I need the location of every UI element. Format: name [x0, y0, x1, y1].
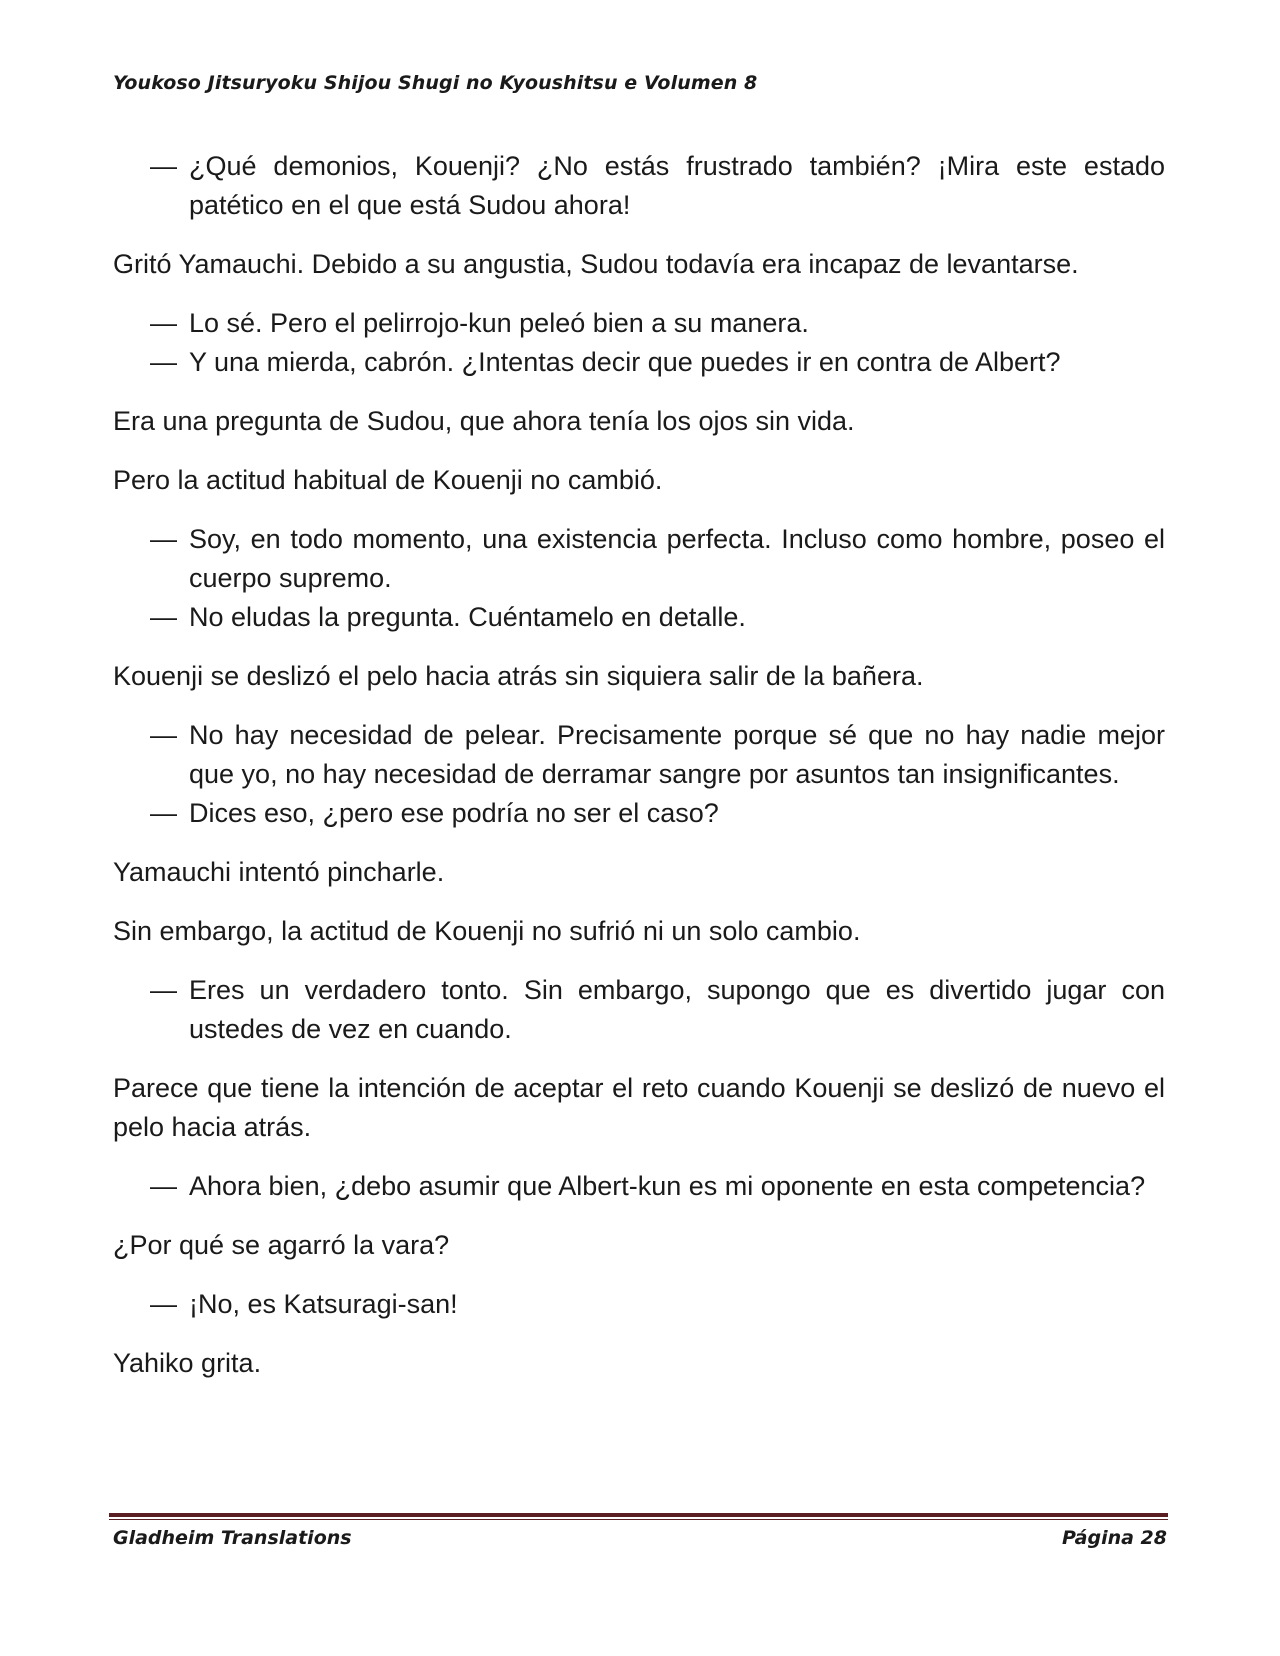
dialogue-group [113, 1167, 1165, 1206]
footer-divider [109, 1513, 1168, 1520]
em-dash: — [150, 524, 177, 554]
em-dash: — [150, 798, 177, 828]
narration-paragraph: Yahiko grita. [113, 1348, 262, 1378]
em-dash: — [150, 347, 177, 377]
em-dash: — [150, 1171, 177, 1201]
dialogue-line: — Lo sé. Pero el pelirrojo-kun peleó bien a su manera. [113, 304, 1165, 343]
page-number: Página 28 [1061, 1527, 1167, 1549]
narration-paragraph: ¿Por qué se agarró la vara? [113, 1230, 450, 1260]
narration-paragraph: Sin embargo, la actitud de Kouenji no sufrió ni un solo cambio. [113, 916, 861, 946]
narration-paragraph: Era una pregunta de Sudou, que ahora tenía los ojos sin vida. [113, 406, 855, 436]
em-dash: — [150, 602, 177, 632]
em-dash: — [150, 1289, 177, 1319]
dialogue-line: — Y una mierda, cabrón. ¿Intentas decir que puedes ir en contra de Albert? [113, 343, 1165, 382]
narration-paragraph: Gritó Yamauchi. Debido a su angustia, Sudou todavía era incapaz de levantarse. [113, 249, 1079, 279]
dialogue-line: — Eres un verdadero tonto. Sin embargo, supongo que es divertido jugar con ustedes de vez en cuando. [113, 971, 1165, 1049]
footer-publisher: Gladheim Translations [113, 1527, 352, 1549]
em-dash: — [150, 720, 177, 750]
narration-paragraph: Yamauchi intentó pincharle. [113, 857, 445, 887]
narration-paragraph: Kouenji se deslizó el pelo hacia atrás sin siquiera salir de la bañera. [113, 661, 924, 691]
dialogue-line: — No eludas la pregunta. Cuéntamelo en detalle. [113, 598, 1165, 637]
footer-divider-thick [109, 1513, 1168, 1517]
dialogue-group [113, 147, 1165, 225]
dialogue-group [113, 304, 1165, 382]
dialogue-group [113, 971, 1165, 1049]
narration-paragraph: Parece que tiene la intención de aceptar el reto cuando Kouenji se deslizó de nuevo el pelo hacia atrás. [113, 1073, 1165, 1142]
dialogue-group [113, 1285, 1165, 1324]
dialogue-line: — Dices eso, ¿pero ese podría no ser el caso? [113, 794, 1165, 833]
running-header: Youkoso Jitsuryoku Shijou Shugi no Kyoushitsu e Volumen 8 [113, 72, 758, 94]
em-dash: — [150, 151, 177, 181]
dialogue-group [113, 716, 1165, 833]
dialogue-line: — ¡No, es Katsuragi-san! [113, 1285, 1165, 1324]
dialogue-line: — No hay necesidad de pelear. Precisamente porque sé que no hay nadie mejor que yo, no hay necesidad de derramar sangre por asuntos tan insignificantes. [113, 716, 1165, 794]
em-dash: — [150, 975, 177, 1005]
dialogue-group [113, 520, 1165, 637]
footer-divider-thin [109, 1519, 1168, 1520]
dialogue-line: — Soy, en todo momento, una existencia perfecta. Incluso como hombre, poseo el cuerpo supremo. [113, 520, 1165, 598]
dialogue-line: — ¿Qué demonios, Kouenji? ¿No estás frustrado también? ¡Mira este estado patético en el que está Sudou ahora! [113, 147, 1165, 225]
em-dash: — [150, 308, 177, 338]
narration-paragraph: Pero la actitud habitual de Kouenji no cambió. [113, 465, 663, 495]
dialogue-line: — Ahora bien, ¿debo asumir que Albert-kun es mi oponente en esta competencia? [113, 1167, 1165, 1206]
page-body [113, 147, 1165, 1403]
